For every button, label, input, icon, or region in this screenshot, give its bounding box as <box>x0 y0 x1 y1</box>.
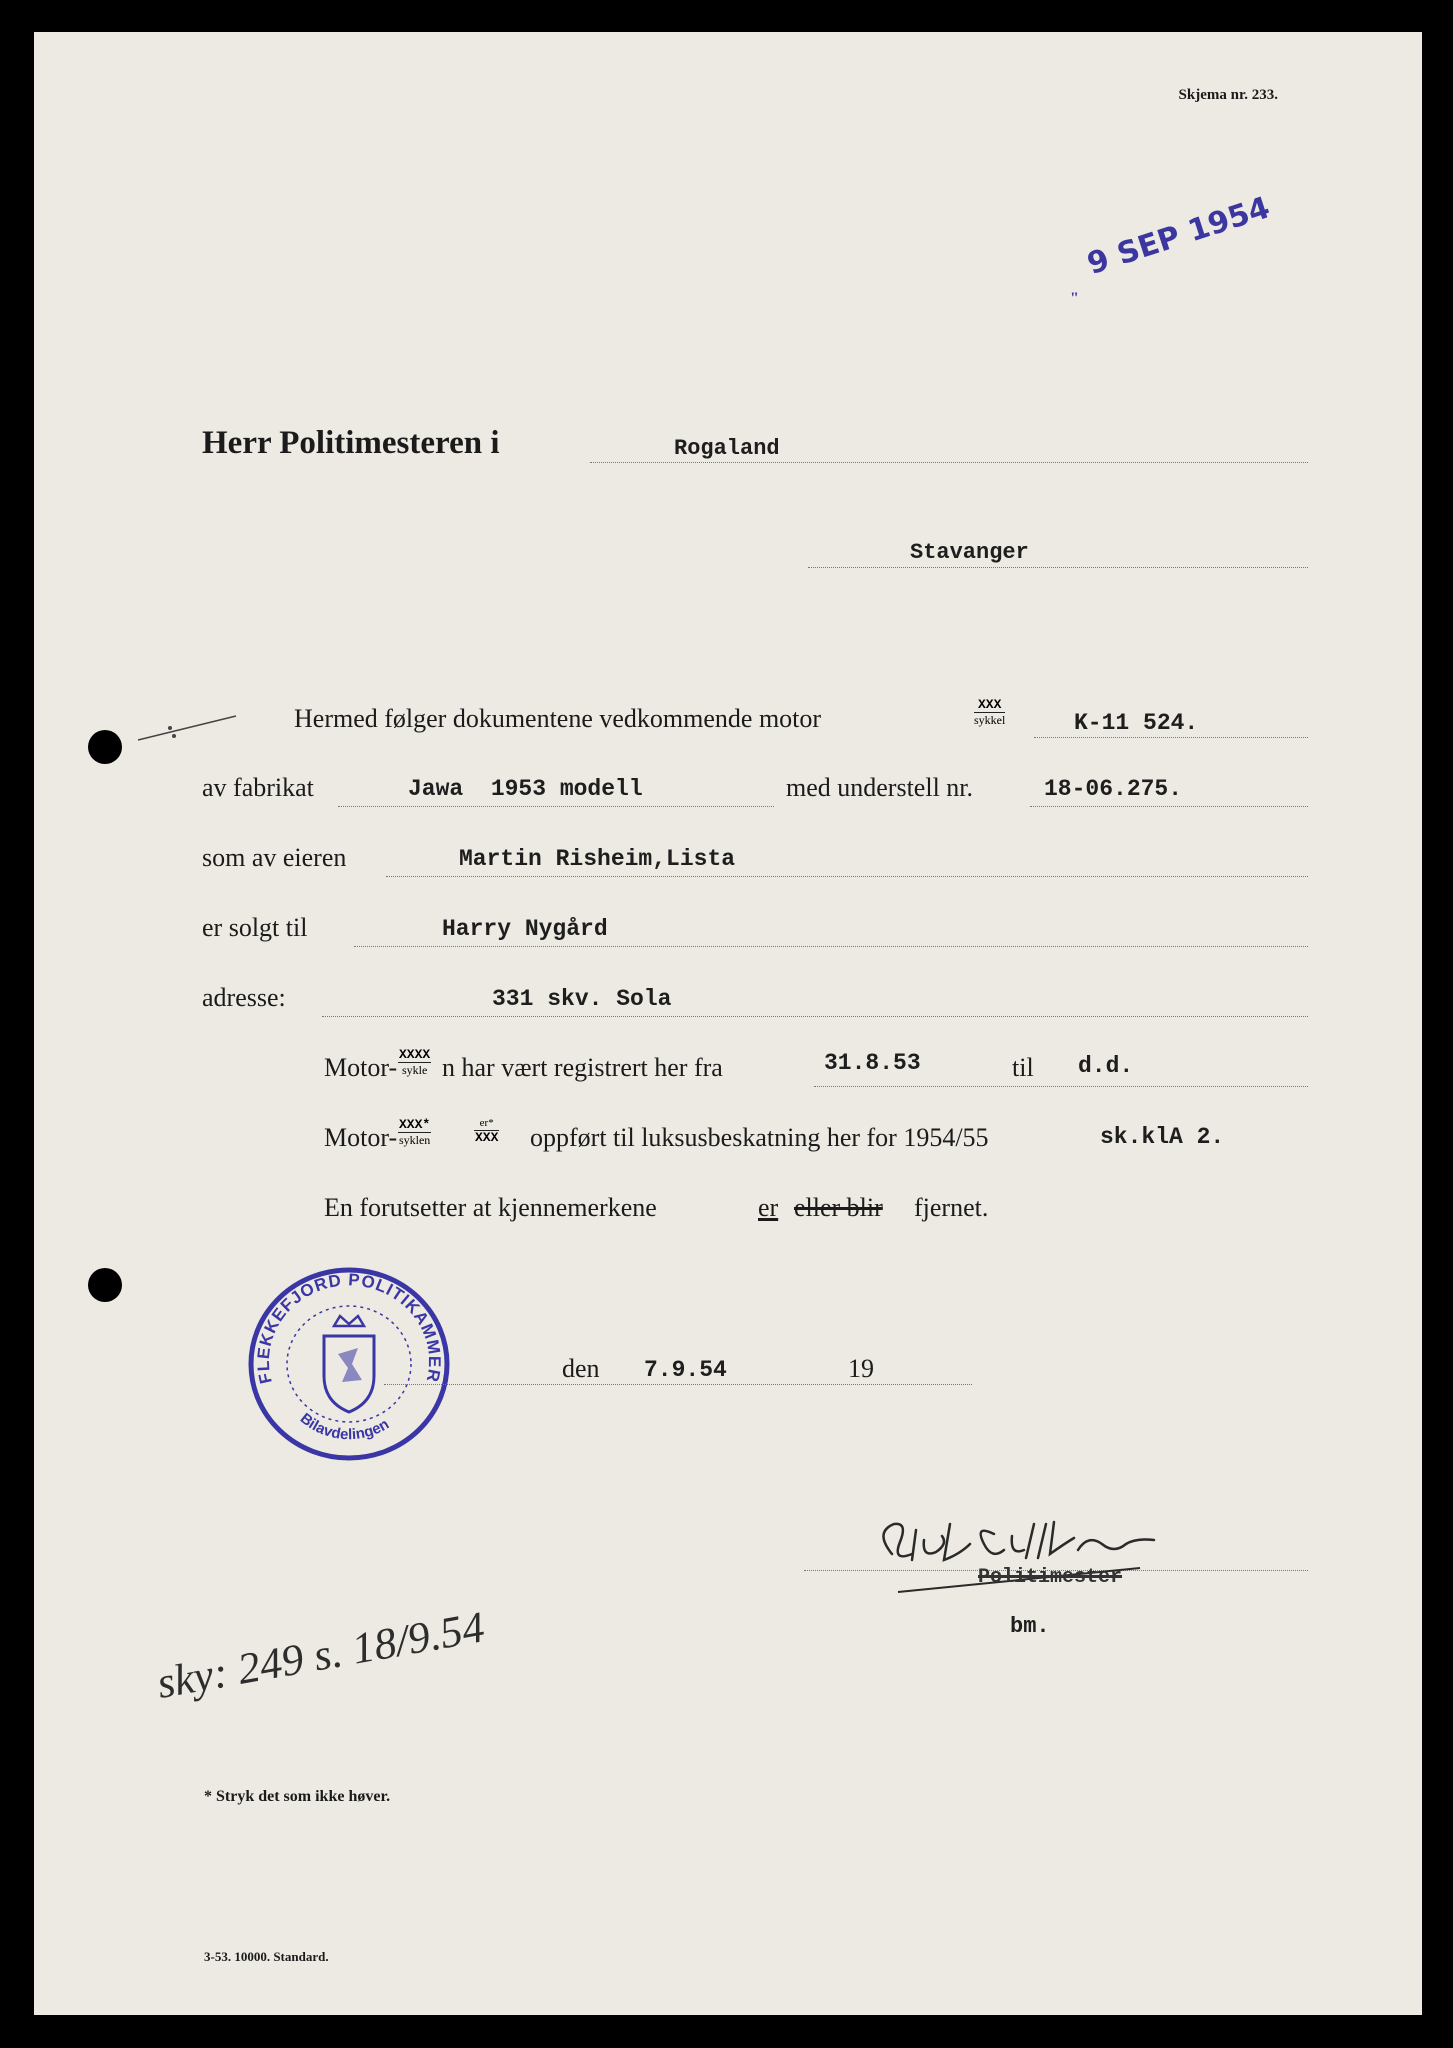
police-stamp-bottom-text: Bilavdelingen <box>296 1409 393 1444</box>
dotted-line <box>354 946 1308 947</box>
tax-fraction-bottom: syklen <box>398 1133 431 1147</box>
police-stamp-top-text: FLEKKEFJORD POLITIKAMMER <box>253 1270 445 1386</box>
registered-fraction-bottom: sykle <box>401 1063 428 1077</box>
dotted-line <box>590 462 1308 463</box>
recipient-label: Herr Politimesteren i <box>202 425 500 461</box>
registered-fraction <box>398 1048 431 1077</box>
stamp-mark: " <box>1070 290 1079 307</box>
punch-hole <box>88 730 122 764</box>
buyer-name: Harry Nygård <box>442 916 608 942</box>
address-label: adresse: <box>202 983 286 1012</box>
dotted-line <box>384 1384 972 1385</box>
tax-label-2: oppført til luksusbeskatning her for 1954/55 <box>530 1123 989 1152</box>
intro-fraction-top: XXX <box>974 698 1005 713</box>
tax-verb-fraction <box>474 1116 499 1145</box>
dotted-line <box>322 1016 1308 1017</box>
plates-label-2: fjernet. <box>914 1193 989 1222</box>
handwritten-note: sky: 249 s. 18/9.54 <box>153 1602 488 1709</box>
date-year-prefix: 19 <box>848 1354 874 1383</box>
dotted-line <box>338 806 774 807</box>
dotted-line <box>1034 737 1308 738</box>
make-label: av fabrikat <box>202 773 314 802</box>
make-value: Jawa 1953 modell <box>408 776 643 802</box>
pencil-mark <box>134 714 244 744</box>
registered-from-date: 31.8.53 <box>824 1050 921 1076</box>
dotted-line <box>814 1086 1308 1087</box>
recipient-city: Stavanger <box>910 540 1029 565</box>
document-page <box>34 32 1422 2015</box>
plates-er: er <box>758 1193 779 1222</box>
tax-verb-bottom: XXX <box>475 1130 499 1145</box>
intro-text: Hermed følger dokumentene vedkommende motor <box>294 704 822 733</box>
recipient-district: Rogaland <box>674 436 780 461</box>
owner-label: som av eieren <box>202 843 347 872</box>
signature-title-struck: Politimester <box>978 1566 1123 1589</box>
registered-fraction-top: XXXX <box>399 1047 431 1062</box>
form-number: Skjema nr. 233. <box>1178 87 1278 103</box>
tax-label-1: Motor- <box>324 1123 398 1152</box>
chassis-label: med understell nr. <box>786 773 974 802</box>
police-stamp <box>246 1264 452 1464</box>
tax-verb-top: er* <box>479 1117 494 1129</box>
tax-fraction-top: XXX* <box>399 1117 431 1132</box>
dotted-line <box>386 876 1308 877</box>
dotted-line <box>808 567 1308 568</box>
date-label: den <box>562 1354 600 1383</box>
registered-to-label: til <box>1012 1053 1034 1082</box>
footnote: * Stryk det som ikke høver. <box>204 1788 391 1805</box>
plates-label-1: En forutsetter at kjennemerkene <box>324 1193 657 1222</box>
intro-fraction <box>974 698 1005 727</box>
registered-to-date: d.d. <box>1078 1053 1134 1079</box>
registered-label-1: Motor- <box>324 1053 398 1082</box>
punch-hole <box>88 1268 122 1302</box>
plates-struck-text: eller blir <box>794 1193 883 1222</box>
date-value: 7.9.54 <box>644 1357 727 1383</box>
address-value: 331 skv. Sola <box>492 986 672 1012</box>
dotted-line <box>1030 806 1308 807</box>
tax-class: sk.klA 2. <box>1100 1124 1225 1150</box>
sold-to-label: er solgt til <box>202 913 308 942</box>
received-date-stamp: 9 SEP 1954 <box>1083 190 1275 282</box>
registration-number: K-11 524. <box>1074 710 1199 736</box>
intro-fraction-bottom: sykkel <box>974 713 1006 727</box>
owner-name: Martin Risheim,Lista <box>459 846 736 872</box>
tax-fraction <box>398 1118 431 1147</box>
registered-label-2: n har vært registrert her fra <box>442 1053 723 1082</box>
printer-line: 3-53. 10000. Standard. <box>204 1949 329 1964</box>
police-stamp-graphic <box>246 1264 452 1464</box>
signature-title: bm. <box>1010 1614 1050 1639</box>
chassis-number: 18-06.275. <box>1044 776 1183 802</box>
